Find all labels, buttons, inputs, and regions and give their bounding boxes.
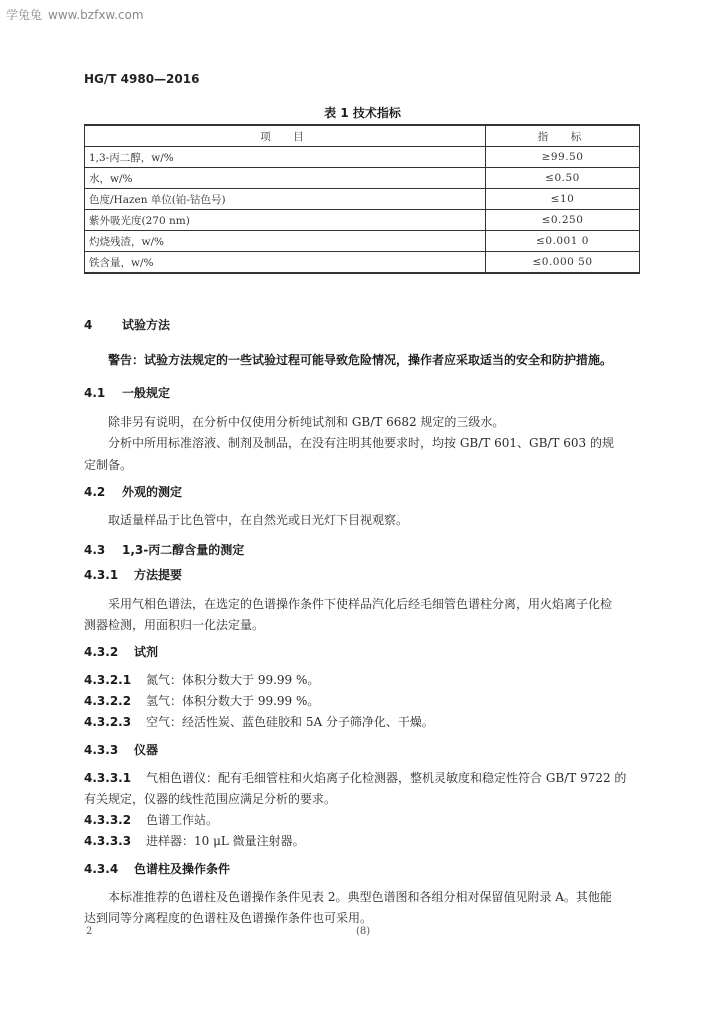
paragraph: 除非另有说明，在分析中仅使用分析纯试剂和 GB/T 6682 规定的三级水。 [108,415,505,429]
clause-text: 气相色谱仪：配有毛细管柱和火焰离子化检测器，整机灵敏度和稳定性符合 GB/T 9722 的 [146,771,627,785]
clause-number: 4.3.3.1 [84,771,132,785]
table-row [85,147,640,168]
clause-4-3-3-3 [84,832,305,849]
row-value: ≤10 [486,189,640,210]
section-title: 外观的测定 [122,485,183,499]
clause-text: 色谱工作站。 [146,813,219,827]
watermark [6,6,144,23]
paragraph: 采用气相色谱法，在选定的色谱操作条件下使样品汽化后经毛细管色谱柱分离，用火焰离子化检 [108,597,613,611]
page-number: 2 [86,926,93,937]
page-footer-mark: (8) [356,926,371,937]
section-title: 试验方法 [122,318,171,332]
section-title: 仪器 [134,743,159,757]
paragraph: 达到同等分离程度的色谱柱及色谱操作条件也可采用。 [84,911,373,925]
clause-number: 4.3.3.3 [84,834,132,848]
clause-number: 4.3.2.3 [84,715,132,729]
row-item: 灼烧残渣，w/% [85,231,486,252]
table-title: 表 1 技术指标 [324,106,401,120]
section-number: 4.1 [84,386,106,400]
row-value: ≤0.250 [486,210,640,231]
section-4-3-4-heading [84,860,230,877]
table-row [85,231,640,252]
section-4-2-heading [84,483,182,500]
clause-number: 4.3.2.1 [84,673,132,687]
section-title: 试剂 [134,645,159,659]
section-4-heading [84,316,170,333]
row-item: 1,3-丙二醇，w/% [85,147,486,168]
section-4-3-heading [84,541,244,558]
warning-text: 警告：试验方法规定的一些试验过程可能导致危险情况，操作者应采取适当的安全和防护措施。 [108,353,613,367]
section-number: 4.3.2 [84,645,119,659]
clause-text: 空气：经活性炭、蓝色硅胶和 5A 分子筛净化、干燥。 [146,715,434,729]
section-4-3-1-heading [84,566,182,583]
section-title: 色谱柱及操作条件 [134,862,231,876]
table-row [85,189,640,210]
section-number: 4.3.3 [84,743,119,757]
section-4-1-heading [84,384,170,401]
clause-number: 4.3.3.2 [84,813,132,827]
section-number: 4.2 [84,485,106,499]
section-number: 4.3.1 [84,568,119,582]
clause-text-continued: 有关规定，仪器的线性范围应满足分析的要求。 [84,792,337,806]
clause-number: 4.3.2.2 [84,694,132,708]
paragraph: 取适量样品于比色管中，在自然光或日光灯下目视观察。 [108,513,409,527]
paragraph: 定制备。 [84,458,133,472]
table-row [85,210,640,231]
clause-text: 氢气：体积分数大于 99.99 %。 [146,694,320,708]
section-title: 1,3-丙二醇含量的测定 [122,543,245,557]
watermark-site: 学兔兔 [6,8,43,22]
section-title: 方法提要 [134,568,183,582]
section-4-3-3-heading [84,741,158,758]
row-item: 铁含量，w/% [85,252,486,274]
section-number: 4 [84,318,93,332]
table-row [85,168,640,189]
row-value: ≥99.50 [486,147,640,168]
header-item: 项 目 [85,125,486,147]
spec-table [84,124,640,274]
row-value: ≤0.000 50 [486,252,640,274]
row-value: ≤0.50 [486,168,640,189]
paragraph: 本标准推荐的色谱柱及色谱操作条件见表 2。典型色谱图和各组分相对保留值见附录 A。其他能 [108,890,612,904]
table-header-row [85,125,640,147]
clause-4-3-2-3 [84,713,434,730]
row-item: 紫外吸光度(270 nm) [85,210,486,231]
clause-4-3-3-1 [84,769,626,786]
clause-4-3-3-2 [84,811,218,828]
paragraph: 测器检测，用面积归一化法定量。 [84,618,265,632]
standard-code: HG/T 4980—2016 [84,72,200,86]
section-number: 4.3.4 [84,862,119,876]
row-item: 色度/Hazen 单位(铂-钴色号) [85,189,486,210]
paragraph: 分析中所用标准溶液、制剂及制品，在没有注明其他要求时，均按 GB/T 601、GB/T 603 的规 [108,436,614,450]
row-value: ≤0.001 0 [486,231,640,252]
row-item: 水，w/% [85,168,486,189]
watermark-url: www.bzfxw.com [48,8,144,22]
section-title: 一般规定 [122,386,171,400]
clause-4-3-2-2 [84,692,319,709]
table-row [85,252,640,274]
clause-text: 进样器：10 μL 微量注射器。 [146,834,305,848]
header-value: 指 标 [486,125,640,147]
clause-text: 氮气：体积分数大于 99.99 %。 [146,673,320,687]
clause-4-3-2-1 [84,671,319,688]
section-number: 4.3 [84,543,106,557]
section-4-3-2-heading [84,643,158,660]
